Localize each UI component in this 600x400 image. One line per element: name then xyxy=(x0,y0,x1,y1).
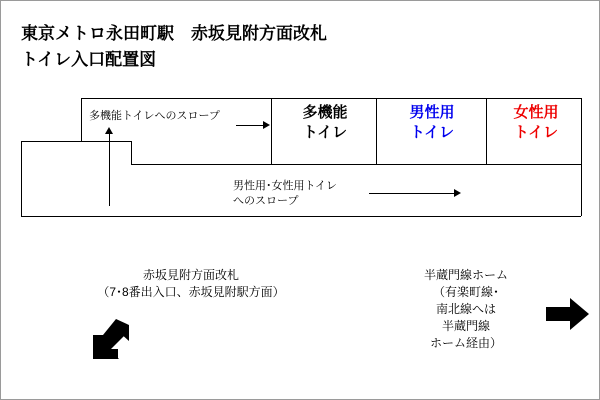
arrow-up-slope-head xyxy=(105,127,113,134)
caption-right-hanzomon xyxy=(391,267,541,352)
diagram-corridor-inner-vertical xyxy=(131,141,132,164)
arrow-slope-mens-womens-head xyxy=(454,189,461,197)
annotation-slope-mens-womens-line2: へのスロープ xyxy=(233,195,299,207)
caption-right-line3: 南北線へは xyxy=(435,302,496,316)
arrow-right-icon xyxy=(546,297,590,336)
caption-right-line4: 半蔵門線 xyxy=(441,319,490,333)
diagram-corridor-inner-top xyxy=(81,141,131,142)
arrow-slope-multipurpose-line xyxy=(236,125,264,126)
diagram-outline-right xyxy=(581,164,582,216)
arrow-slope-multipurpose-head xyxy=(263,121,270,129)
room-label-multipurpose-line2: トイレ xyxy=(302,124,348,141)
diagram-corridor-lower-inner xyxy=(131,164,271,165)
room-label-mens-line2: トイレ xyxy=(409,124,455,141)
annotation-slope-mens-womens xyxy=(233,179,337,209)
diagram-outline-top xyxy=(81,98,581,99)
caption-right-line5: ホーム経由） xyxy=(429,336,502,350)
page-title-line1: 東京メトロ永田町駅 赤坂見附方面改札 xyxy=(21,24,327,43)
annotation-slope-mens-womens-line1: 男性用･女性用トイレ xyxy=(233,180,337,192)
arrow-up-slope-line xyxy=(109,134,110,206)
room-label-mens xyxy=(384,103,480,143)
room-label-womens-line1: 女性用 xyxy=(513,104,559,121)
room-label-multipurpose-line1: 多機能 xyxy=(302,104,348,121)
room-label-mens-line1: 男性用 xyxy=(409,104,455,121)
room-label-womens xyxy=(494,103,578,143)
divider-multipurpose-mens xyxy=(376,98,377,164)
caption-right-line1: 半蔵門線ホーム xyxy=(423,268,508,282)
caption-left-line2: （7･8番出入口、赤坂見附駅方面） xyxy=(97,285,285,299)
arrow-slope-mens-womens-line xyxy=(369,193,455,194)
annotation-slope-multipurpose: 多機能トイレへのスロープ xyxy=(89,110,220,122)
arrow-down-left-icon xyxy=(89,319,135,370)
page-title-line2: トイレ入口配置図 xyxy=(21,50,157,69)
room-label-multipurpose xyxy=(279,103,371,143)
diagram-room-bottom xyxy=(271,164,581,165)
divider-multipurpose-left xyxy=(271,98,272,164)
diagram-left-wall-upper xyxy=(81,98,82,141)
caption-right-line2: （有楽町線･ xyxy=(432,285,499,299)
diagram-right-wall xyxy=(581,98,582,164)
room-label-womens-line2: トイレ xyxy=(513,124,559,141)
caption-left-ticket-gate xyxy=(61,267,321,301)
diagram-outline-bottom xyxy=(21,216,581,217)
diagram-outline-left xyxy=(21,141,22,216)
divider-mens-womens xyxy=(486,98,487,164)
caption-left-line1: 赤坂見附方面改札 xyxy=(142,268,239,282)
diagram-corridor-top-left xyxy=(21,141,81,142)
